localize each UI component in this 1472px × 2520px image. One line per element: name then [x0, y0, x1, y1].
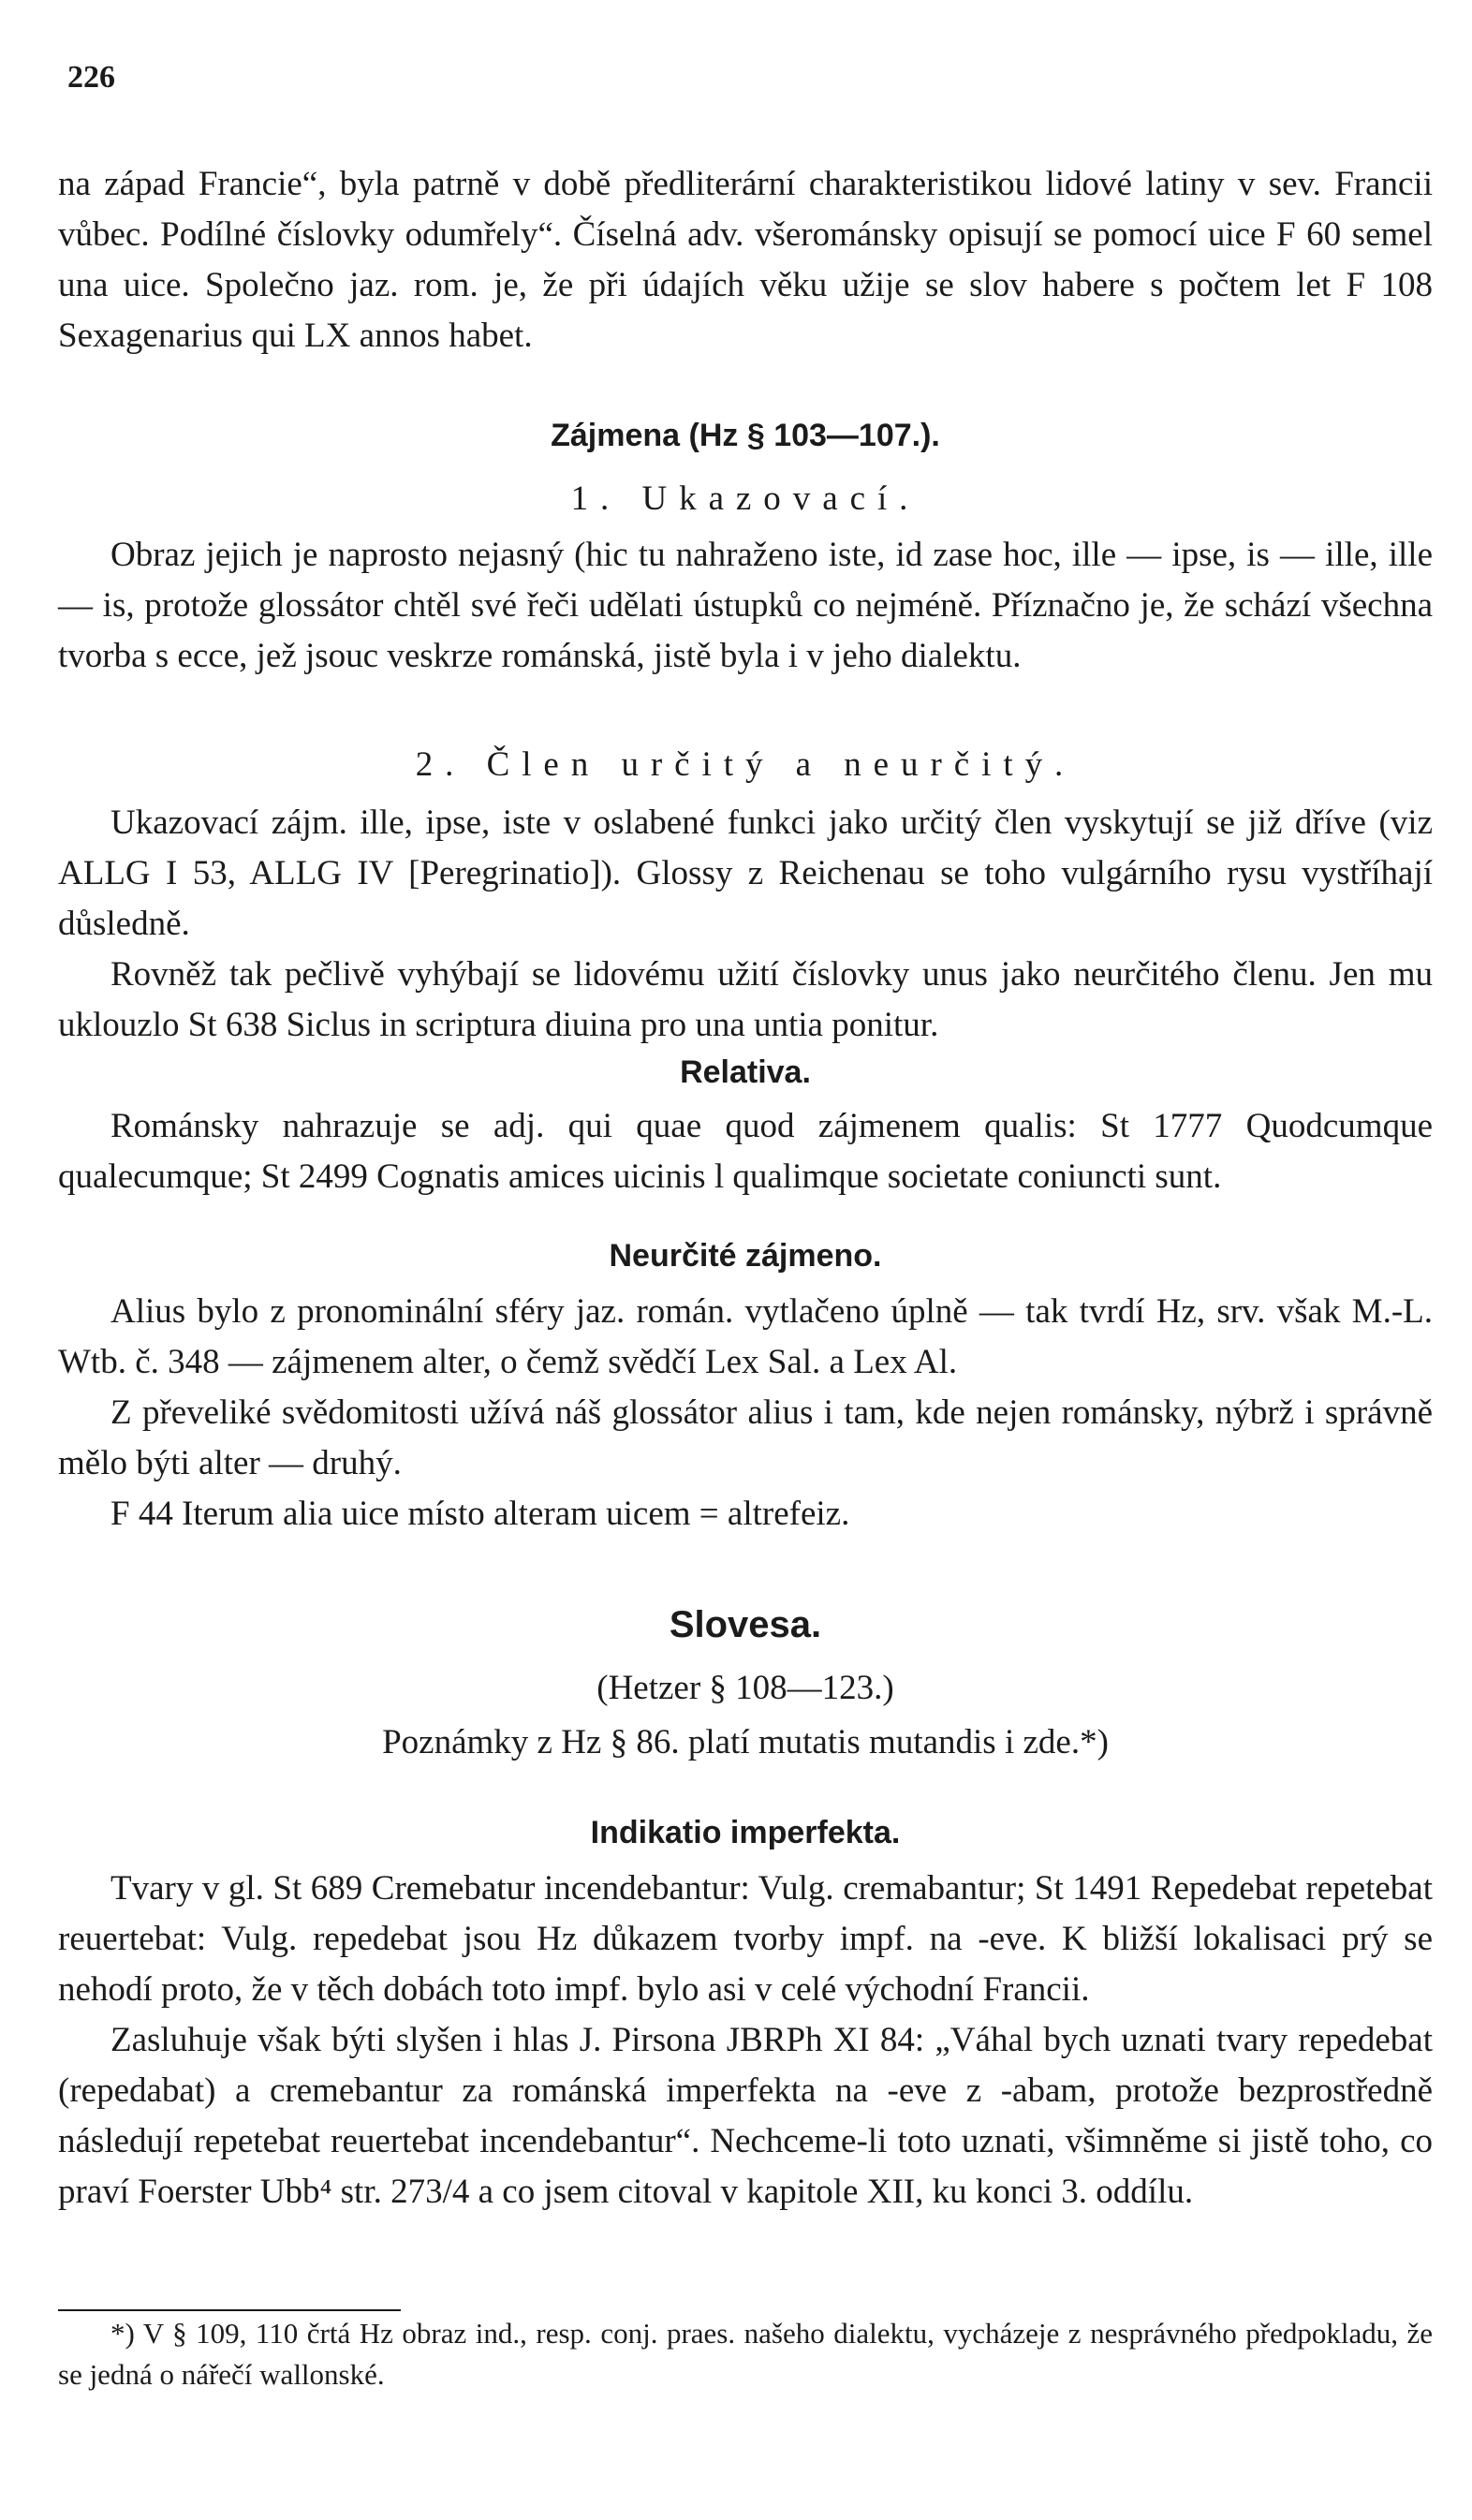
footnote-block [58, 2313, 1433, 2395]
slovesa-subheading: (Hetzer § 108—123.) [596, 1669, 894, 1707]
section-heading-clen: 2. Člen určitý a neurčitý. [415, 745, 1076, 784]
clen-block [58, 798, 1433, 1051]
section-heading-zajmena: Zájmena (Hz § 103—107.). [551, 418, 940, 453]
section-heading-indikatio: Indikatio imperfekta. [590, 1815, 901, 1850]
neurcite-block [58, 1287, 1433, 1540]
page-number: 226 [67, 60, 115, 95]
ukazovaci-block [58, 530, 1433, 682]
intro-paragraph: na západ Francie“, byla patrně v době předliterární charakteristikou lidové latiny v sev. Francii vůbec. Podílné číslovky odumřely“. Číselná adv. všerománsky opisují se pomocí uice F 60 semel una uice. Společno jaz. rom. je, že při údajích věku užije se slov habere s počtem let F 108 Sexagenarius qui LX annos habet. [58, 165, 1433, 355]
clen-paragraph-1: Ukazovací zájm. ille, ipse, iste v oslabené funkci jako určitý člen vyskytují se již dříve (viz ALLG I 53, ALLG IV [Peregrinatio]). Glossy z Reichenau se toho vulgárního rysu vystříhají důsledně. [58, 803, 1433, 943]
ukazovaci-paragraph: Obraz jejich je naprosto nejasný (hic tu nahraženo iste, id zase hoc, ille — ipse, is — ille, ille — is, protože glossátor chtěl své řeči udělati ústupků co nejméně. Příznačno je, že schází všechna tvorba s ecce, jež jsouc veskrze románská, jistě byla i v jeho dialektu. [58, 536, 1433, 675]
indikatio-block [58, 1864, 1433, 2218]
intro-paragraph-block [58, 159, 1433, 361]
section-heading-ukazovaci: 1. Ukazovací. [570, 479, 920, 518]
neurcite-paragraph-1: Alius bylo z pronominální sféry jaz. román. vytlačeno úplně — tak tvrdí Hz, srv. však M.-L. Wtb. č. 348 — zájmenem alter, o čemž svědčí Lex Sal. a Lex Al. [58, 1292, 1433, 1381]
neurcite-paragraph-3: F 44 Iterum alia uice místo alteram uicem = altrefeiz. [110, 1495, 850, 1533]
relativa-block [58, 1101, 1433, 1202]
section-heading-neurcite: Neurčité zájmeno. [609, 1238, 882, 1274]
indikatio-paragraph-1: Tvary v gl. St 689 Cremebatur incendebantur: Vulg. cremabantur; St 1491 Repedebat repetebat reuertebat: Vulg. repedebat jsou Hz důkazem tvorby impf. na -eve. K bližší lokalisaci prý se nehodí proto, že v těch dobách toto impf. bylo asi v celé východní Francii. [58, 1869, 1433, 2009]
footnote-divider [58, 2309, 401, 2311]
neurcite-paragraph-2: Z převeliké svědomitosti užívá náš glossátor alius i tam, kde nejen románsky, nýbrž i správně mělo býti alter — druhý. [58, 1393, 1433, 1482]
clen-paragraph-2: Rovněž tak pečlivě vyhýbají se lidovému užití číslovky unus jako neurčitého členu. Jen mu uklouzlo St 638 Siclus in scriptura diuina pro una untia ponitur. [58, 955, 1433, 1044]
footnote: *) V § 109, 110 črtá Hz obraz ind., resp. conj. praes. našeho dialektu, vycházeje z nesprávného předpokladu, že se jedná o nářečí wallonské. [58, 2317, 1433, 2391]
section-heading-relativa: Relativa. [680, 1054, 811, 1090]
section-heading-slovesa: Slovesa. [669, 1604, 822, 1645]
slovesa-note: Poznámky z Hz § 86. platí mutatis mutandis i zde.*) [382, 1723, 1109, 1761]
relativa-paragraph: Románsky nahrazuje se adj. qui quae quod zájmenem qualis: St 1777 Quodcumque qualecumque; St 2499 Cognatis amices uicinis l qualimque societate coniuncti sunt. [58, 1107, 1433, 1196]
indikatio-paragraph-2: Zasluhuje však býti slyšen i hlas J. Pirsona JBRPh XI 84: „Váhal bych uznati tvary repedebat (repedabat) a cremebantur za románská imperfekta na -eve z -abam, protože bezprostředně následují repetebat reuertebat incendebantur“. Nechceme-li toto uznati, všimněme si jistě toho, co praví Foerster Ubb⁴ str. 273/4 a co jsem citoval v kapitole XII, ku konci 3. oddílu. [58, 2021, 1433, 2211]
